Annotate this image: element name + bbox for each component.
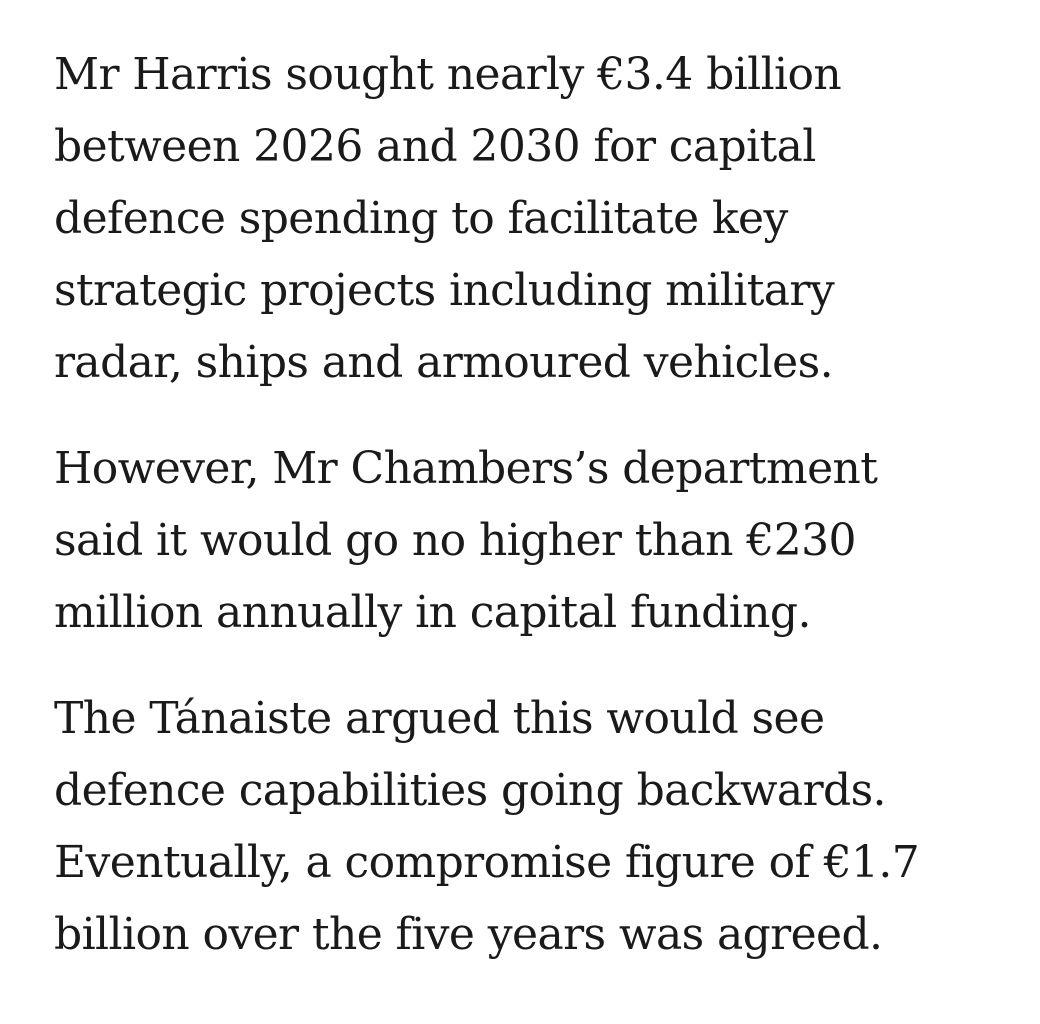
paragraph-compromise [54, 683, 1024, 971]
paragraph-line: defence capabilities going backwards. [54, 765, 886, 816]
paragraph-line: defence spending to facilitate key [54, 193, 788, 244]
paragraph-line: However, Mr Chambers’s department [54, 443, 878, 494]
paragraph-line: The Tánaiste argued this would see [54, 693, 825, 744]
paragraph-harris-request [54, 39, 1024, 399]
paragraph-line: million annually in capital funding. [54, 587, 811, 638]
paragraph-line: said it would go no higher than €230 [54, 515, 856, 566]
paragraph-line: strategic projects including military [54, 265, 835, 316]
paragraph-chambers-response [54, 433, 1024, 649]
paragraph-line: billion over the five years was agreed. [54, 909, 883, 960]
paragraph-line: between 2026 and 2030 for capital [54, 121, 816, 172]
paragraph-line: Eventually, a compromise figure of €1.7 [54, 837, 920, 888]
article-body [54, 39, 1024, 1005]
paragraph-line: Mr Harris sought nearly €3.4 billion [54, 49, 842, 100]
paragraph-line: radar, ships and armoured vehicles. [54, 337, 833, 388]
